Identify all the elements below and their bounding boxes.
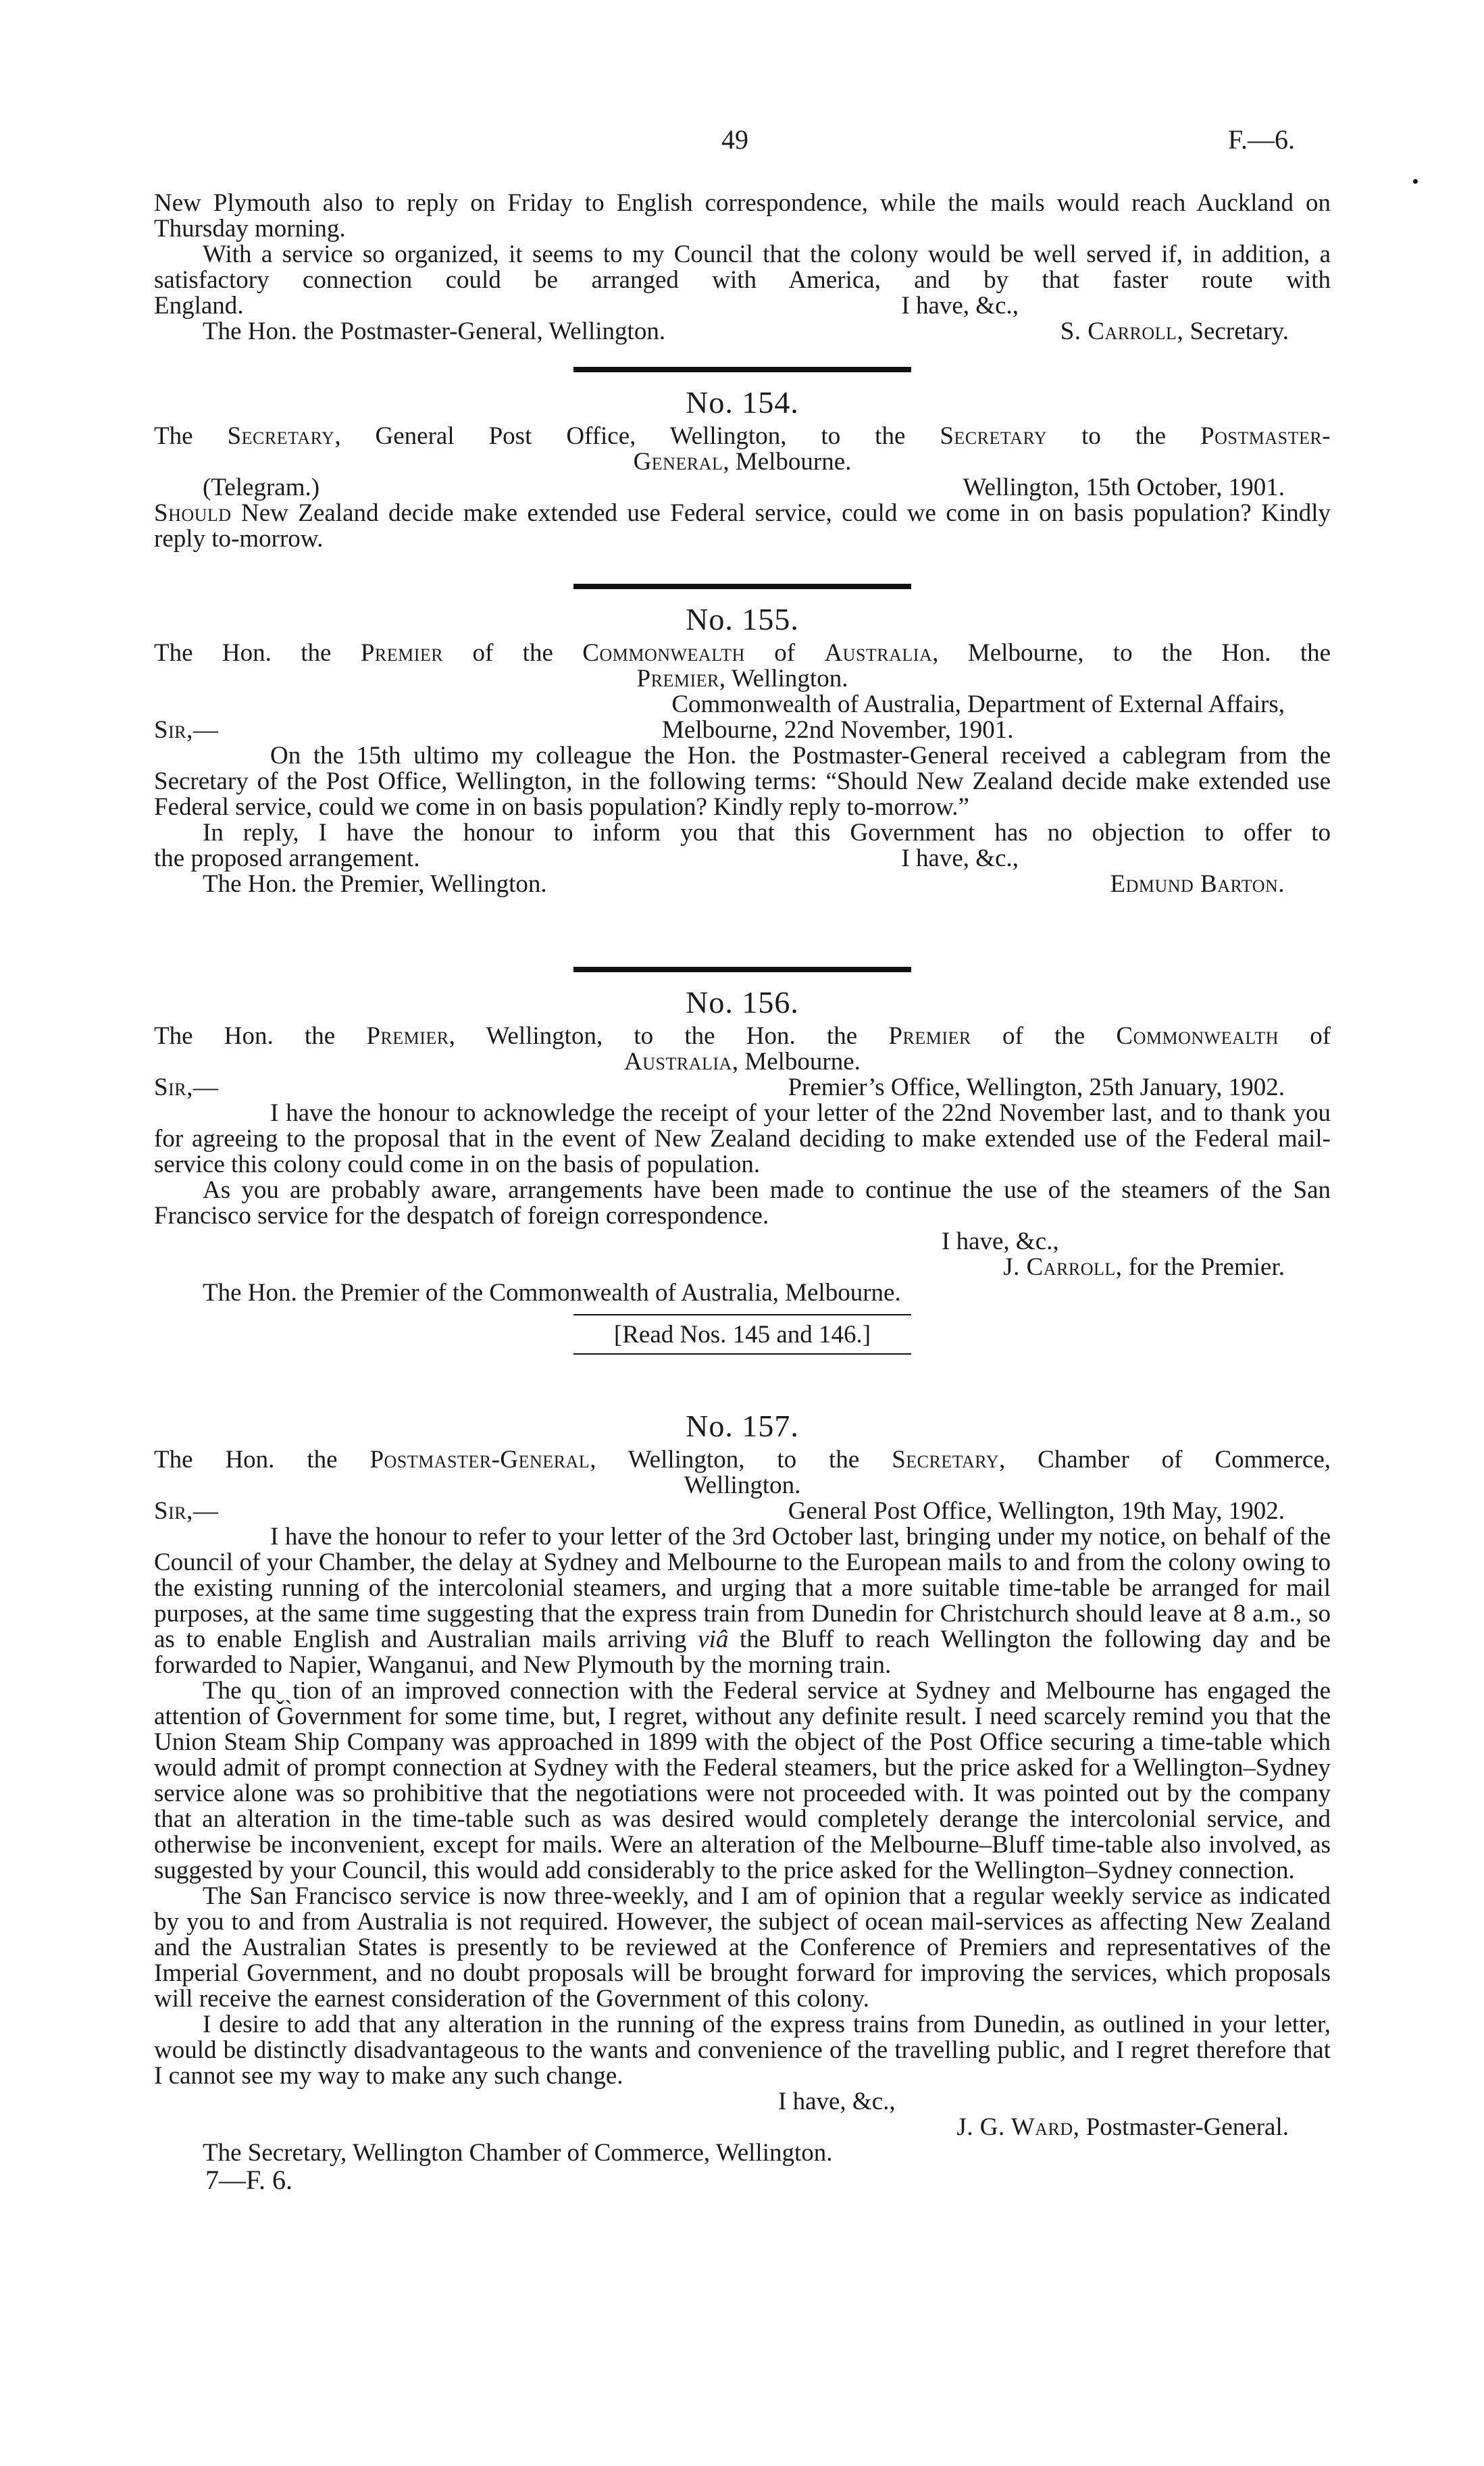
letter-157-paragraph-1-via: viâ [698,1626,729,1653]
letter-155-paragraph-2-end: the proposed arrangement. [154,845,420,872]
letter-155-heading-part: of the [472,639,553,667]
letter-157-heading-line-2: Wellington. [684,1471,801,1499]
letter-155-heading-line-2 [154,666,1331,692]
letter-156-signature [154,1255,1285,1280]
signature-mark: 7—F. 6. [205,2165,293,2195]
section-divider [573,967,911,972]
letter-155-heading-part: Australia [824,639,933,667]
letter-155-heading-part: , Melbourne, to the Hon. the [932,639,1331,667]
letter-156-heading-part: , Melbourne. [732,1048,861,1076]
letter-155-closing-row [154,846,1331,872]
letter-157-heading-part: Postmaster-General [369,1446,590,1474]
letter-154-heading-part: The [154,422,193,450]
intro-paragraph-2-end: England. [154,292,244,320]
letter-156-heading-part: Premier [366,1022,449,1050]
intro-signatory-title: Secretary. [1189,318,1289,345]
letter-154-heading-part: , General Post Office, Wellington, to the [334,422,906,450]
intro-closing: I have, &c., [901,292,1019,320]
document-reference: F.—6. [1228,124,1296,155]
letter-154 [154,367,1331,552]
letter-156-addressee: The Hon. the Premier of the Commonwealth of Australia, Melbourne. [203,1279,901,1307]
letter-156-heading-part: of the [1002,1022,1085,1050]
letter-154-heading-part: General [633,448,723,476]
letter-154-heading-part: Secretary [940,422,1048,450]
letter-154-heading-part: Secretary [227,422,335,450]
letter-157-addressee: The Secretary, Wellington Chamber of Commerce, Wellington. [203,2139,833,2167]
letter-156-closing: I have, &c., [942,1228,1059,1255]
letter-157-closing: I have, &c., [778,2088,896,2115]
letter-155-paragraph-2: In reply, I have the honour to inform you that this Government has no objection to offer to [203,819,1331,847]
letter-155-heading-part: of [774,639,796,667]
letter-157-signature [154,2115,1289,2140]
letter-156-paragraph-1: I have the honour to acknowledge the receipt of your letter of the 22nd November last, and to thank you for agreeing to the proposal that in the event of New Zealand deciding to make extended use of the Federal mail-service this colony could come in on the basis of population. [154,1099,1331,1178]
letter-154-heading [154,424,1331,449]
letter-156-heading-part: Commonwealth [1116,1022,1279,1050]
letter-155-signature-row [154,872,1331,897]
margin-dot [1413,179,1418,184]
letter-154-body-opening: Should [154,499,232,527]
letter-157-place-date: General Post Office, Wellington, 19th May, 1902. [788,1497,1285,1525]
letter-156-paragraph-2: As you are probably aware, arrangements have been made to continue the use of the steamers of the San Francisco service for the despatch of foreign correspondence. [154,1176,1331,1230]
letter-155-paragraph-1: On the 15th ultimo my colleague the Hon. the Postmaster-General received a cablegram from the Secretary of the Post Office, Wellington, in the following terms: “Should New Zealand decide make extended use Federal service, could we come in on basis population? Kindly reply to-morrow.” [154,742,1331,821]
read-note: [Read Nos. 145 and 146.] [573,1314,911,1355]
letter-154-heading-part: to the [1081,422,1167,450]
letter-156-heading [154,1024,1331,1049]
letter-157-paragraph-1-text: I have the honour to refer to your letter of the 3rd October last, bringing under my notice, on behalf of the Council of your Chamber, the delay at Sydney and Melbourne to the European mails to and from the colony owing to the existing running of the intercolonial steamers, and urging that a more suitable time-table be arranged for mail purposes, at the same time suggesting that the express train from Dunedin for Christchurch should leave at 8 a.m., so as to enable English and Australian mails arriving [154,1523,1331,1653]
letter-154-heading-line-2 [154,449,1331,475]
letter-157-signatory: J. G. Ward, [956,2113,1080,2141]
letter-157-signatory-title: Postmaster-General. [1085,2113,1289,2141]
letter-155-heading-part: , Wellington. [719,665,848,693]
intro-signatory: S. Carroll, [1060,318,1184,345]
letter-156-heading-part: , Wellington, to the Hon. the [449,1022,858,1050]
letter-157-paragraph-1 [154,1524,1331,1678]
letter-154-body-text: New Zealand decide make extended use Federal service, could we come in on basis population? Kindly reply to-morrow. [154,499,1331,553]
letter-155-number: No. 155. [686,602,799,636]
letter-157-number: No. 157. [686,1409,799,1443]
letter-157-salutation: Sir,— [154,1497,219,1525]
letter-155 [154,584,1331,897]
letter-157 [154,1409,1331,2194]
letter-157-heading-part: The Hon. the [154,1446,338,1474]
section-divider [573,584,911,589]
letter-157-heading-part: , Chamber of Commerce, [998,1446,1331,1474]
letter-156-salutation: Sir,— [154,1074,219,1101]
letter-156-heading-line-2 [154,1049,1331,1075]
letter-154-heading-part: , Melbourne. [723,448,852,476]
letter-155-closing: I have, &c., [901,845,1019,872]
letter-156-place-date: Premier’s Office, Wellington, 25th January, 1902. [788,1074,1285,1101]
intro-paragraph-2: With a service so organized, it seems to my Council that the colony would be well served if, in addition, a satisfactory connection could be arranged with America, and by that faster route with [154,241,1331,294]
letter-155-addressee: The Hon. the Premier, Wellington. [203,870,547,898]
letter-155-heading-part: Premier [360,639,444,667]
letter-155-heading-part: The Hon. the [154,639,332,667]
intro-closing-row [154,293,1331,319]
intro-section [154,191,1331,345]
letter-155-salutation: Sir,— [154,716,219,744]
section-divider [573,367,911,372]
letter-155-heading [154,640,1331,666]
letter-156-heading-part: of [1310,1022,1331,1050]
letter-155-heading-part: Premier [636,665,719,693]
letter-157-paragraph-3: The San Francisco service is now three-weekly, and I am of opinion that a regular weekly service as indicated by you to and from Australia is not required. However, the subject of ocean mail-services as affecting New Zealand and the Australian States is presently to be reviewed at the Conference of Premiers and representatives of the Imperial Government, and no doubt proposals will be brought forward for improving the services, which proposals will receive the earnest consideration of the Government of this colony. [154,1882,1331,2013]
intro-paragraph-1: New Plymouth also to reply on Friday to English correspondence, while the mails would reach Auckland on Thursday morning. [154,189,1331,243]
letter-157-paragraph-2: The quˬˏtion of an improved connection with the Federal service at Sydney and Melbourne has engaged the attention of Government for some time, but, I regret, without any definite result. I need scarcely remind you that the Union Steam Ship Company was approached in 1899 with the object of the Post Office securing a time-table which would admit of prompt connection at Sydney with the Federal steamers, but the price asked for a Wellington–Sydney service alone was so prohibitive that the negotiations were not proceeded with. It was pointed out by the company that an alteration in the time-table such as was desired would completely derange the intercolonial service, and otherwise be inconvenient, except for mails. Were an alteration of the Melbourne–Bluff time-table also involved, as suggested by your Council, this would add considerably to the price asked for the Wellington–Sydney connection. [154,1677,1331,1884]
page-number: 49 [721,124,748,155]
letter-155-signatory: Edmund Barton. [1110,870,1285,898]
letter-154-place-date: Wellington, 15th October, 1901. [963,474,1285,501]
letter-154-heading-part: Postmaster- [1200,422,1331,450]
letter-156-heading-part: Premier [888,1022,971,1050]
letter-156-number: No. 156. [686,985,799,1020]
letter-156 [154,967,1331,1355]
intro-signature-row [154,319,1331,345]
letter-156-signatory-title: for the Premier. [1128,1253,1285,1281]
letter-156-heading-part: Australia [624,1048,732,1076]
letter-157-paragraph-1-text: the Bluff to reach Wellington the following day and be forwarded to Napier, Wanganui, and New Plymouth by the morning train. [154,1626,1331,1679]
letter-155-heading-part: Commonwealth [582,639,745,667]
letter-157-heading [154,1447,1331,1473]
letter-157-heading-part: Secretary [892,1446,999,1474]
letter-154-telegram-label: (Telegram.) [203,474,320,501]
letter-157-heading-part: , Wellington, to the [590,1446,860,1474]
letter-154-number: No. 154. [686,385,799,420]
letter-156-heading-part: The Hon. the [154,1022,336,1050]
letter-155-salutation-row [154,718,1331,743]
letter-156-salutation-row [154,1075,1331,1101]
letter-156-signatory: J. Carroll, [1003,1253,1123,1281]
letter-155-address-line-1: Commonwealth of Australia, Department of External Affairs, [671,690,1285,718]
letter-157-salutation-row [154,1499,1331,1524]
intro-addressee: The Hon. the Postmaster-General, Wellington. [203,318,666,345]
letter-157-paragraph-4: I desire to add that any alteration in the running of the express trains from Dunedin, as outlined in your letter, would be distinctly disadvantageous to the wants and convenience of the travelling public, and I regret therefore that I cannot see my way to make any such change. [154,2011,1331,2090]
letter-155-address-line-2: Melbourne, 22nd November, 1901. [662,716,1014,744]
letter-154-body [154,501,1331,552]
letter-154-telegram-row [154,475,1331,501]
